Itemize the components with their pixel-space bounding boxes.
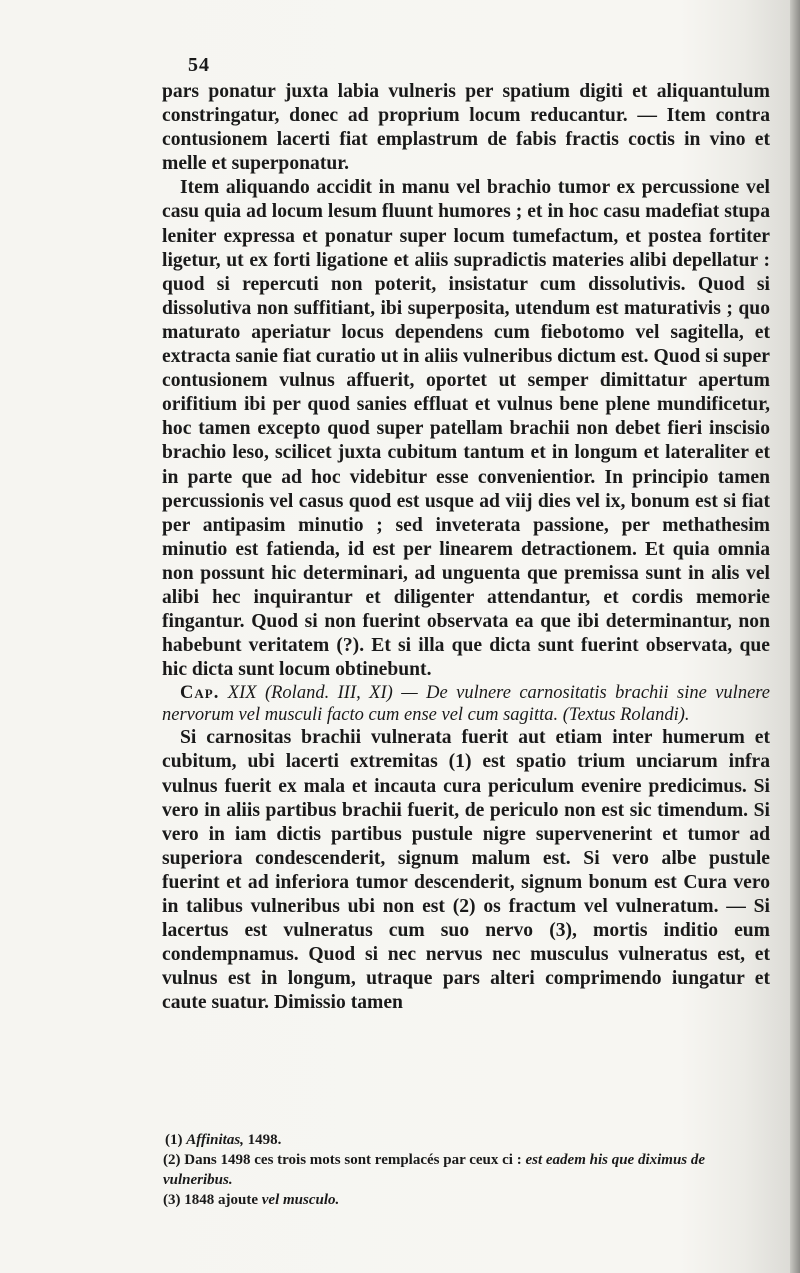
footnote-2: [163, 1150, 763, 1190]
footnote-mark: (2): [163, 1152, 181, 1168]
footnote-mark: (1): [165, 1132, 183, 1148]
paragraph-3: Si carnositas brachii vulnerata fuerit aut etiam inter humerum et cubitum, ubi lacerti extremitas (1) est spatio trium unciarum infra vulnus fuerit ex mala et incauta cura periculum evenire predicimus. Si vero in aliis partibus brachii fuerit, de periculo non est sic timendum. Si vero in iam dictis partibus pustule nigre supervenerint et tumor ad superiora condescenderit, signum malum est. Si vero albe pustule fuerint et ad inferiora tumor descenderit, signum bonum est Cura vero in talibus vulneribus ubi non est (2) os fractum vel vulneratum. — Si lacertus est vulneratus cum suo nervo (3), mortis inditio eum condempnamus. Quod si nec nervus nec musculus vulneratus est, et vulnus est in longum, utraque pars alteri comprimendo iungatur et caute suatur. Dimissio tamen: [162, 727, 770, 1014]
paragraph-2: Item aliquando accidit in manu vel brachio tumor ex percussione vel casu quia ad locum lesum fluunt humores ; et in hoc casu madefiat stupa leniter expressa et ponatur super locum tumefactum, et postea fortiter ligetur, ut ex forti ligatione et aliis supradictis materies alibi depellatur : quod si repercuti non poterit, insistatur cum dissolutivis. Quod si dissolutiva non suffitiant, ibi superposita, utendum est maturativis ; quo maturato aperiatur locus dependens cum fiebotomo vel sagitella, et extracta sanie fiat curatio ut in aliis vulneribus dictum est. Quod si super contusionem vulnus affuerit, oportet ut semper dimittatur apertum orifitium ibi per quod sanies effluat et vulnus bene plene mundificetur, hoc tamen excepto quod super patellam brachii non debet fieri inscisio brachio leso, scilicet juxta cubitum tantum et in longum et lateraliter et in parte que ad hoc videbitur esse convenientior. In principio tamen percussionis vel casus quod est usque ad viij dies vel ix, bonum est si fiat per antipasim minutio ; sed inveterata passione, per methathesim minutio est fatienda, id est per linearem detractionem. Et quia omnia non possunt hic determinari, ad unguenta que premissa sunt in alis vel alibi hec inquirantur et diligenter attendantur, et cordis memorie fingantur. Quod si non fuerint observata ea que ibi determinantur, non habebunt veritatem (?). Et si illa que dicta sunt fuerint observata, que hic dicta sunt locum obtinebunt.: [162, 177, 770, 681]
paragraph-1: pars ponatur juxta labia vulneris per spatium digiti et aliquantulum constringatur, donec ad proprium locum reducantur. — Item contra contusionem lacerti fiat emplastrum de fabis fractis coctis in vino et melle et superponatur.: [162, 81, 770, 175]
footnote-mark: (3): [163, 1192, 181, 1208]
page-number: 54: [188, 54, 210, 76]
chapter-cap-label: Cap.: [180, 683, 220, 704]
page-edge-shadow: [790, 0, 800, 1273]
footnote-text: 1848 ajoute: [184, 1192, 258, 1208]
footnote-extra: 1498.: [247, 1132, 282, 1148]
footnote-text: Affinitas,: [186, 1132, 244, 1148]
chapter-reference: (Roland. III, XI): [264, 683, 393, 704]
footnote-3: [163, 1190, 763, 1210]
footnote-1: [163, 1130, 763, 1150]
chapter-number: XIX: [227, 683, 257, 704]
footnotes: [163, 1130, 763, 1210]
chapter-heading: [162, 682, 770, 726]
chapter-title: — De vulnere carnositatis brachii sine vulnere nervorum vel musculi facto cum ense vel cum sagitta.: [162, 683, 771, 726]
main-text: [162, 80, 770, 1015]
chapter-source: (Textus Rolandi).: [562, 705, 690, 726]
footnote-extra: est eadem his que diximus de vulneribus.: [163, 1152, 706, 1188]
footnote-text: Dans 1498 ces trois mots sont remplacés par ceux ci :: [184, 1152, 522, 1168]
footnote-extra: vel musculo.: [261, 1192, 340, 1208]
